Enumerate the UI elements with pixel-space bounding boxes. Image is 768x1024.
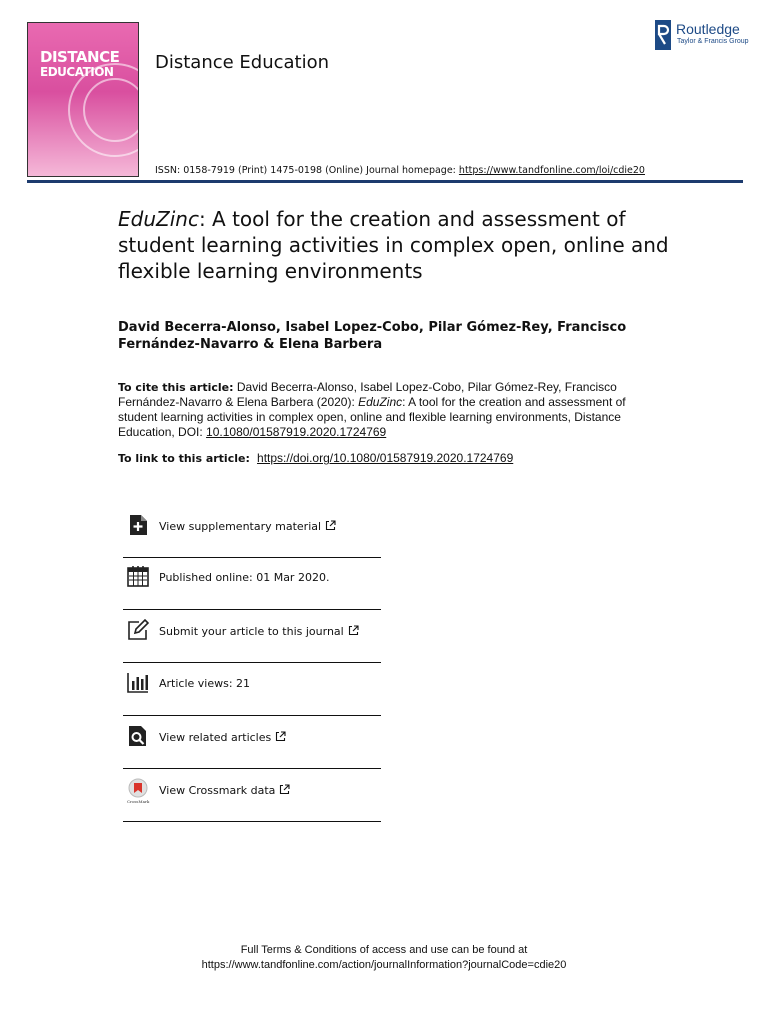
footer-terms-link[interactable]: https://www.tandfonline.com/action/journalInformation?journalCode=cdie20 [201,959,567,971]
header-divider [27,180,743,183]
row-divider [123,609,381,610]
row-divider [123,768,381,769]
view-supplementary-row[interactable] [123,514,381,540]
published-online-row [123,565,381,591]
routledge-logo-icon [654,20,672,50]
journal-homepage-link[interactable]: https://www.tandfonline.com/loi/cdie20 [458,165,645,176]
article-title [118,206,678,284]
search-document-icon [127,725,149,747]
citation-italic: EduZinc [358,395,403,409]
publisher-name: Routledge [676,21,740,37]
external-link-icon [325,520,336,531]
action-label: View supplementary material [159,520,336,533]
action-label: Published online: 01 Mar 2020. [159,571,330,584]
footer-line1: Full Terms & Conditions of access and use can be found at [240,944,528,956]
citation-text-before: David Becerra-Alonso, Isabel Lopez-Cobo, Pilar Gómez-Rey, Francisco Fernández-Navarro & Elena Barbera (2020): [118,380,617,409]
external-link-icon [279,784,290,795]
footer [0,943,768,973]
row-divider [123,821,381,822]
link-label: To link to this article: [118,452,254,465]
action-label: Article views: 21 [159,677,251,690]
external-link-icon [275,731,286,742]
view-related-row[interactable] [123,725,381,751]
article-views-row [123,671,381,697]
action-label: View related articles [159,731,286,744]
supplementary-icon [127,514,149,536]
view-crossmark-row[interactable] [123,778,381,806]
issn-text: ISSN: 0158-7919 (Print) 1475-0198 (Online) Journal homepage: [155,165,459,176]
article-title-rest: : A tool for the creation and assessment of student learning activities in complex open, online and flexible learning environments [118,207,669,283]
journal-title: Distance Education [155,52,330,73]
link-to-article [118,451,648,465]
submit-article-row[interactable] [123,619,381,645]
row-divider [123,557,381,558]
action-label: View Crossmark data [159,784,290,797]
bar-chart-icon [127,671,149,693]
article-title-italic: EduZinc [118,207,199,231]
action-label: Submit your article to this journal [159,625,359,638]
issn-line [155,165,645,176]
row-divider [123,662,381,663]
citation-block [118,380,648,440]
external-link-icon [348,625,359,636]
crossmark-caption: CrossMark [127,799,150,804]
calendar-icon [127,565,149,587]
citation-text-after: : A tool for the creation and assessment of student learning activities in complex open, online and flexible learning environments, Distance Education, DOI: [118,395,626,439]
article-authors: David Becerra-Alonso, Isabel Lopez-Cobo, Pilar Gómez-Rey, Francisco Fernández-Navarro & Elena Barbera [118,320,627,352]
edit-icon [127,619,149,641]
citation-doi-link[interactable]: 10.1080/01587919.2020.1724769 [206,425,387,439]
publisher-subtitle: Taylor & Francis Group [677,38,749,45]
cover-decoration [83,78,139,142]
journal-cover-image [27,22,139,177]
cover-title-line2: EDUCATION [40,65,114,79]
article-doi-link[interactable]: https://doi.org/10.1080/01587919.2020.1724769 [257,451,514,465]
row-divider [123,715,381,716]
cover-title-line1: DISTANCE [40,48,120,66]
citation-label: To cite this article: [118,381,234,394]
